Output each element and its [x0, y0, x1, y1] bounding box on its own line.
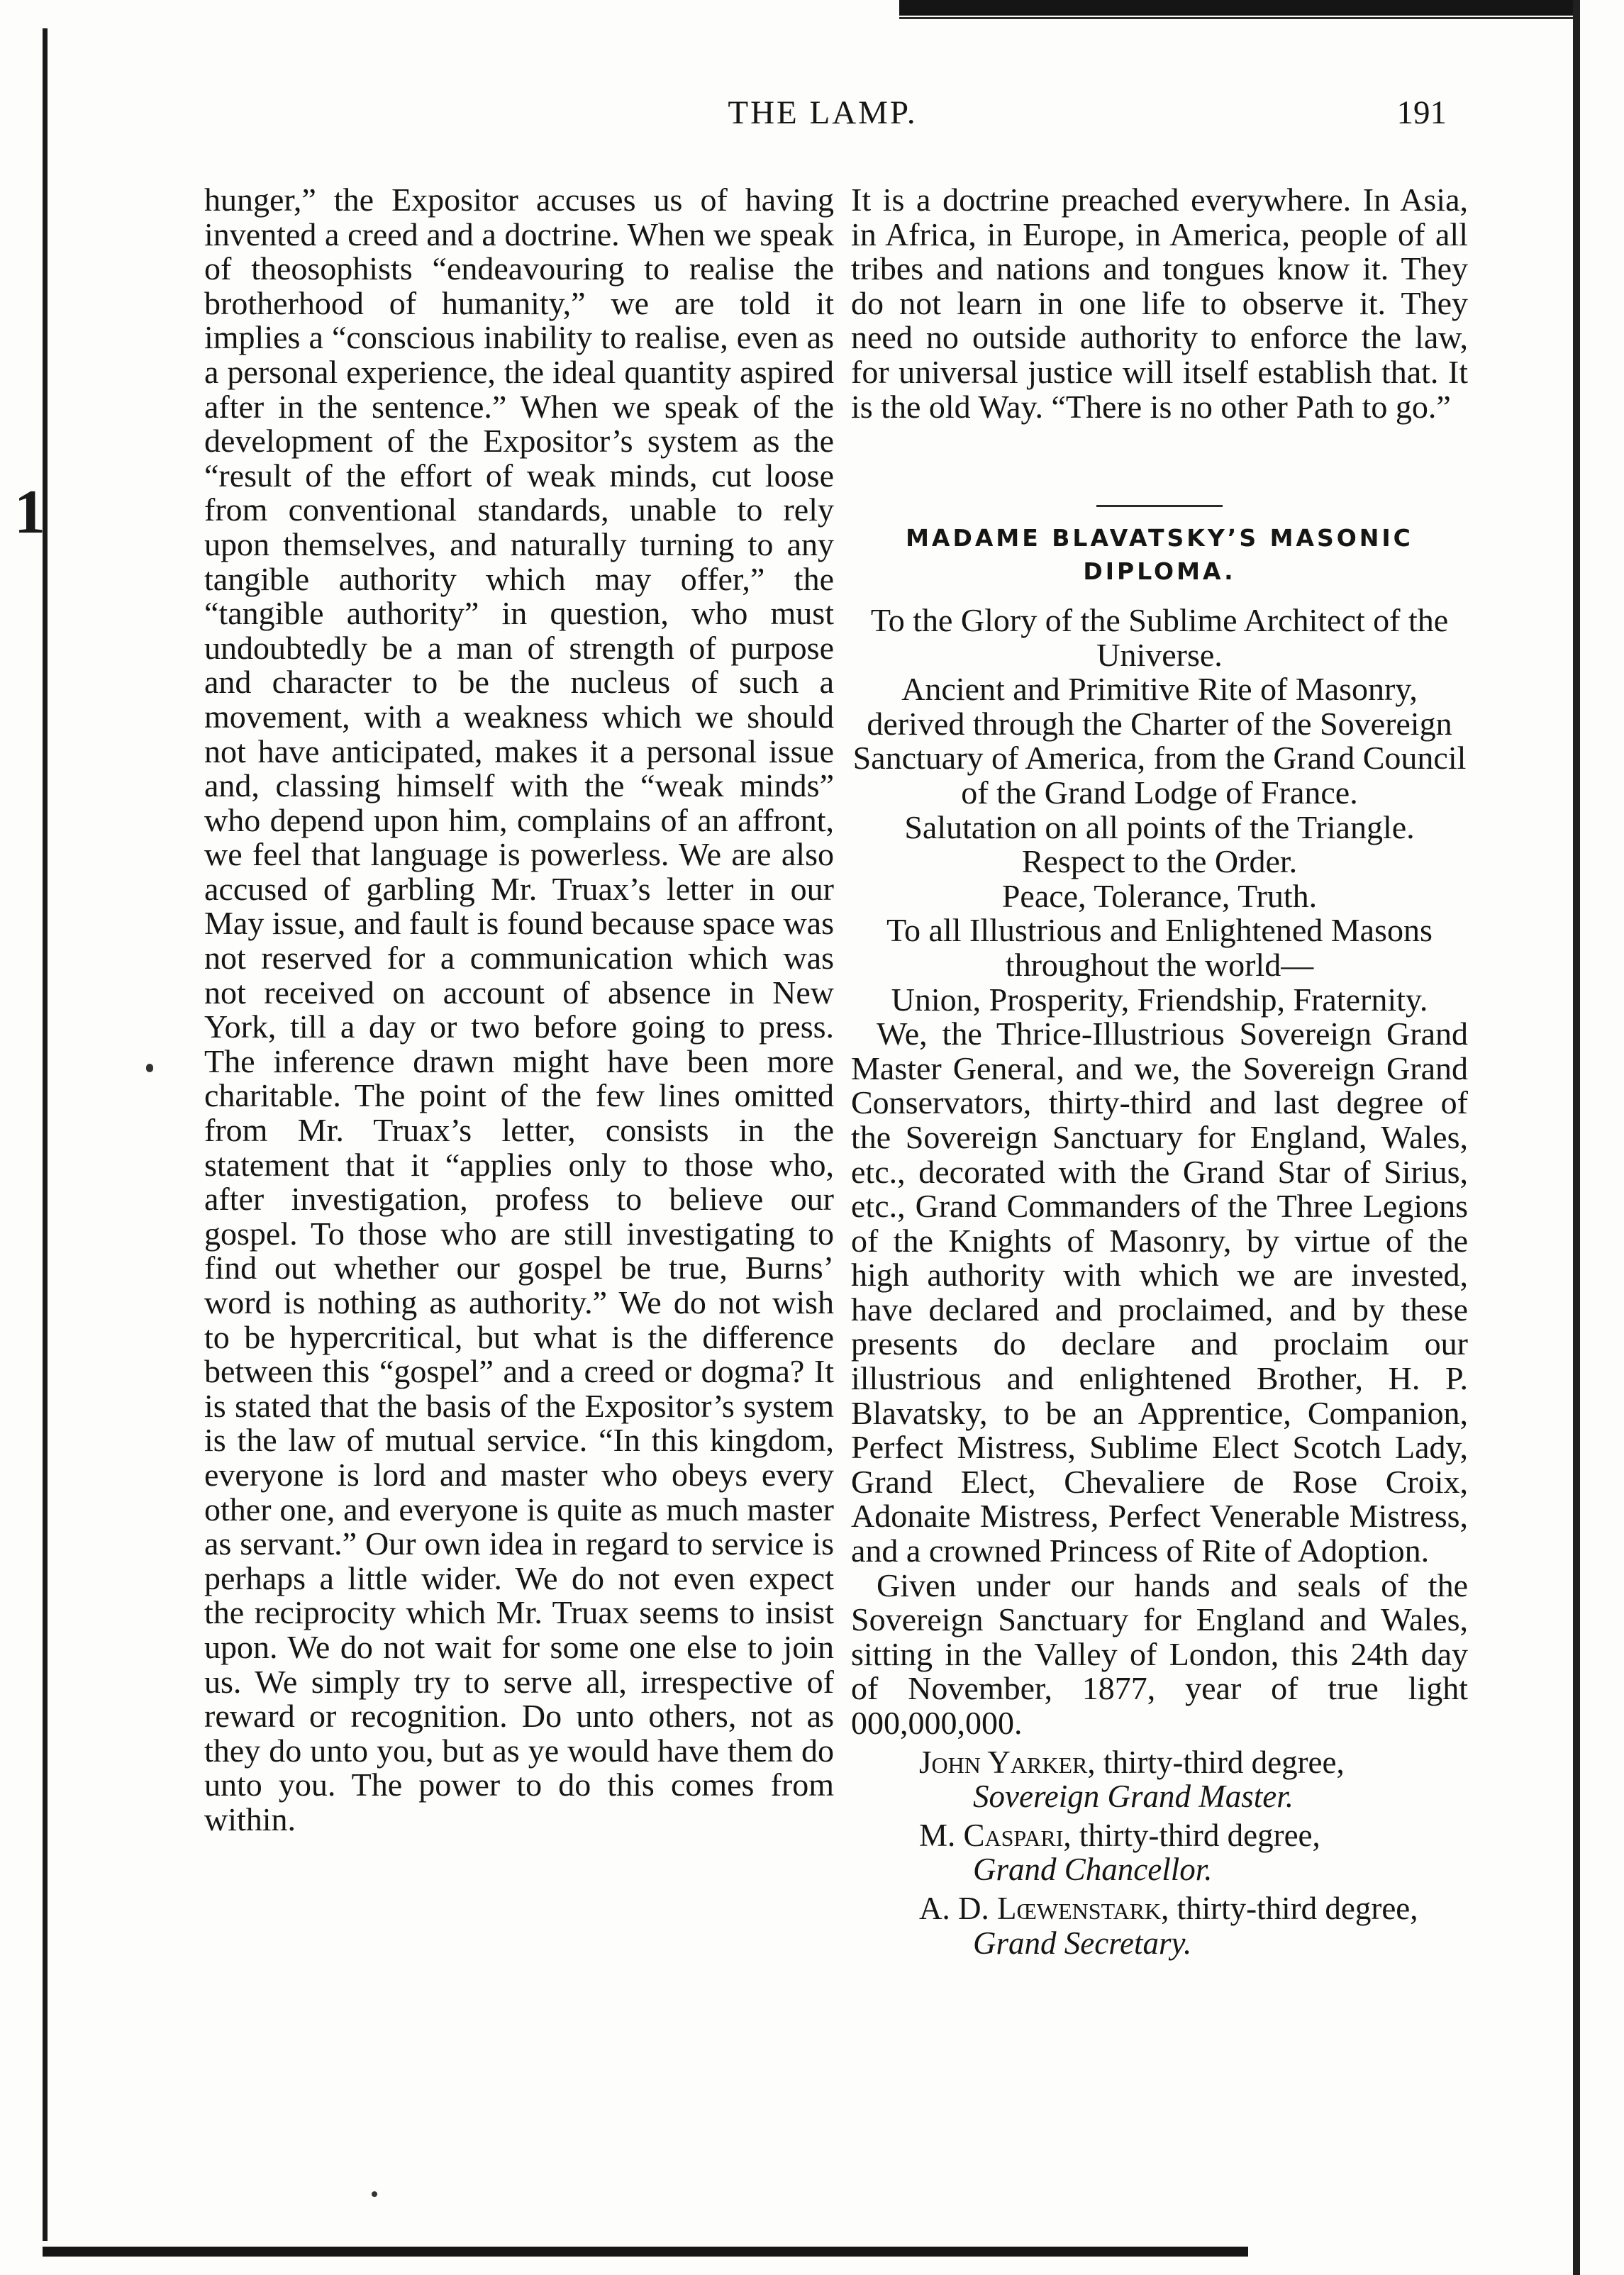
diploma-line: To the Glory of the Sublime Architect of the Universe.	[870, 602, 1449, 673]
section-divider	[1096, 505, 1223, 507]
diploma-line: Ancient and Primitive Rite of Masonry, derived through the Charter of the Sovereign Sanctuary of America, from the Grand Council of the Grand Lodge of France.	[852, 671, 1467, 811]
top-border-rule	[899, 0, 1580, 16]
diploma-text	[851, 603, 1468, 1960]
signatory-degree: , thirty-third degree,	[1063, 1817, 1320, 1853]
signature	[851, 1891, 1468, 1960]
page-number: 191	[1396, 94, 1447, 131]
section-heading: MADAME BLAVATSKY’S MASONIC DIPLOMA.	[906, 524, 1413, 585]
signatory-name: A. D. Lœwenstark	[919, 1890, 1162, 1926]
signatory-degree: , thirty-third degree,	[1161, 1890, 1418, 1926]
top-border-thin-rule	[899, 17, 1580, 19]
bottom-border-rule	[43, 2247, 1248, 2257]
diploma-line: Salutation on all points of the Triangle.	[904, 808, 1415, 845]
diploma-line: Respect to the Order.	[1021, 843, 1298, 880]
right-border-rule	[1573, 0, 1580, 2275]
margin-mark: 1	[14, 478, 45, 547]
signature	[851, 1818, 1468, 1887]
signatory-title: Grand Chancellor.	[973, 1852, 1213, 1888]
signatory-title: Grand Secretary.	[973, 1925, 1192, 1961]
intro-paragraph: It is a doctrine preached everywhere. In Asia, in Africa, in Europe, in America, people of all tribes and nations and tongues know it. They do not learn in one life to observe it. They need no outside authority to enforce the law, for universal justice will itself establish that. It is the old Way. “There is no other Path to go.”	[851, 182, 1468, 425]
body-paragraph: hunger,” the Expositor accuses us of having invented a creed and a doctrine. When we speak of theosophists “endeavouring to realise the brotherhood of humanity,” we are told it implies a “conscious inability to realise, even as a personal experience, the ideal quantity aspired after in the sentence.” When we speak of the development of the Expositor’s system as the “result of the effort of weak minds, cut loose from conventional standards, unable to rely upon themselves, and naturally turning to any tangible authority which may offer,” the “tangible authority” in question, who must undoubtedly be a man of strength of purpose and character to be the nucleus of such a movement, with a weakness which we should not have anticipated, makes it a personal issue and, classing himself with the “weak minds” who depend upon him, complains of an affront, we feel that language is powerless. We are also accused of garbling Mr. Truax’s letter in our May issue, and fault is found because space was not reserved for a communication which was not received on account of absence in New York, till a day or two before going to press. The inference drawn might have been more charitable. The point of the few lines omitted from Mr. Truax’s letter, consists in the statement that it “applies only to those who, after investigation, profess to believe our gospel. To those who are still investigating to find out whether our gospel be true, Burns’ word is nothing as authority.” We do not wish to be hypercritical, but what is the difference between this “gospel” and a creed or dogma? It is stated that the basis of the Expositor’s system is the law of mutual service. “In this kingdom, everyone is lord and master who obeys every other one, and everyone is quite as much master as servant.” Our own idea in regard to service is perhaps a little wider. We do not even expect the reciprocity which Mr. Truax seems to insist upon. We do not wait for some one else to join us. We simply try to serve all, irrespective of reward or recognition. Do unto others, not as they do unto you, but as ye would have them do unto you. The power to do this comes from within.	[204, 182, 834, 1837]
given-paragraph: Given under our hands and seals of the Sovereign Sanctuary for England and Wales, sitting in the Valley of London, this 24th day of November, 1877, year of true light 000,000,000.	[851, 1567, 1468, 1741]
left-column	[204, 183, 834, 2156]
diploma-line: Peace, Tolerance, Truth.	[1001, 877, 1318, 914]
signatory-title: Sovereign Grand Master.	[973, 1779, 1294, 1815]
diploma-body-paragraph: We, the Thrice-Illustrious Sovereign Grand Master General, and we, the Sovereign Grand Conservators, thirty-third and last degree of the Sovereign Sanctuary for England, Wales, etc., decorated with the Grand Star of Sirius, etc., Grand Commanders of the Three Legions of the Knights of Masonry, by virtue of the high authority with which we are invested, have declared and proclaimed, and by these presents do declare and proclaim our illustrious and enlightened Brother, H. P. Blavatsky, to be an Apprentice, Companion, Perfect Mistress, Sublime Elect Scotch Lady, Grand Elect, Chevaliere de Rose Croix, Adonaite Mistress, Perfect Venerable Mistress, and a crowned Princess of Rite of Adoption.	[851, 1016, 1468, 1569]
left-border-rule	[43, 28, 48, 2241]
running-title: THE LAMP.	[728, 94, 918, 131]
signatory-name: John Yarker	[919, 1744, 1088, 1780]
ink-speck	[372, 2191, 377, 2197]
page-header	[199, 94, 1447, 150]
signature	[851, 1745, 1468, 1814]
ink-speck	[146, 1064, 153, 1072]
signatory-name: M. Caspari	[919, 1817, 1064, 1853]
signatory-degree: , thirty-third degree,	[1087, 1744, 1345, 1780]
diploma-line: To all Illustrious and Enlightened Masons throughout the world—	[886, 912, 1433, 983]
diploma-line: Union, Prosperity, Friendship, Fraternity.	[891, 981, 1428, 1018]
right-column	[851, 183, 1468, 1960]
